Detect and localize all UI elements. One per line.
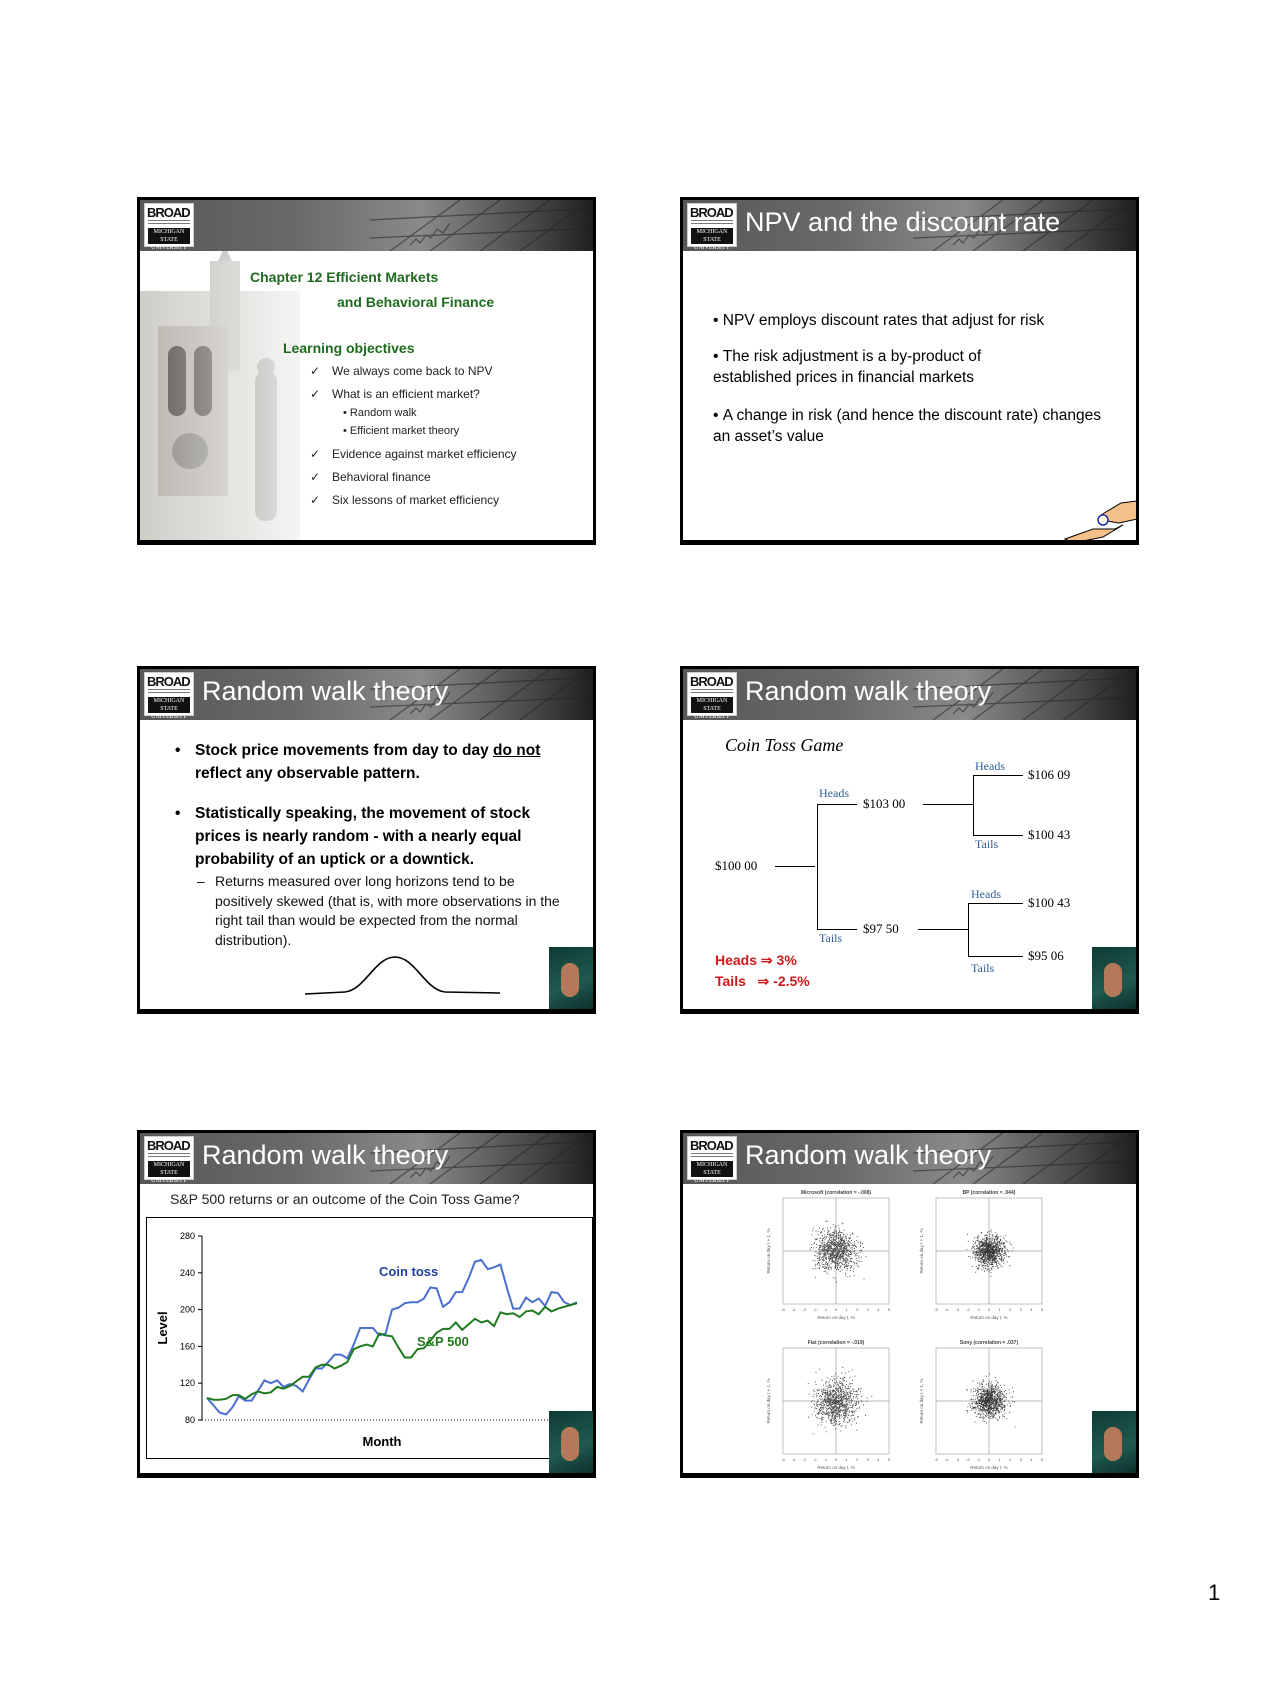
svg-text:2: 2 [856, 1457, 859, 1462]
svg-text:200: 200 [179, 1304, 195, 1315]
svg-text:S&P 500: S&P 500 [417, 1334, 469, 1349]
broad-msu-logo: BROAD MICHIGAN STATE UNIVERSITY [687, 1136, 737, 1180]
slide-npv-discount-rate [680, 197, 1139, 545]
svg-text:Sony (correlation = .037): Sony (correlation = .037) [959, 1340, 1019, 1346]
svg-text:2: 2 [1009, 1457, 1012, 1462]
svg-text:-2: -2 [813, 1457, 817, 1462]
slide-header [683, 1133, 1136, 1184]
hand-photo-decoration-icon [549, 947, 593, 1009]
slide-title: Random walk theory [202, 1140, 449, 1170]
slide-title: NPV and the discount rate [745, 207, 1061, 237]
chapter-heading-line2: and Behavioral Finance [337, 294, 495, 310]
chart-question: S&P 500 returns or an outcome of the Coin Toss Game? [170, 1191, 520, 1207]
svg-text:Return on day t, %: Return on day t, % [970, 1465, 1008, 1470]
th-value: $100 43 [1028, 895, 1071, 910]
svg-text:Level: Level [155, 1311, 170, 1345]
svg-text:Return on day t + 1, %: Return on day t + 1, % [919, 1378, 924, 1424]
heads-label: Heads [819, 786, 849, 800]
svg-text:1: 1 [998, 1457, 1001, 1462]
svg-text:280: 280 [179, 1231, 195, 1241]
line-chart [146, 1217, 593, 1459]
heads-label: Heads [971, 887, 1001, 901]
svg-text:0: 0 [834, 1457, 838, 1462]
svg-text:4: 4 [1030, 1457, 1033, 1462]
svg-text:0: 0 [987, 1307, 991, 1312]
level1-heads-value: $103 00 [863, 796, 906, 811]
broad-msu-logo: BROAD MICHIGAN STATE UNIVERSITY [144, 1136, 194, 1180]
level1-tails-value: $97 50 [863, 921, 899, 936]
svg-text:4: 4 [877, 1457, 880, 1462]
objective-subitem: • Efficient market theory [343, 425, 460, 437]
svg-text:Fiat (correlation = -.019): Fiat (correlation = -.019) [807, 1340, 865, 1346]
svg-text:1: 1 [845, 1457, 848, 1462]
start-value: $100 00 [715, 858, 758, 873]
svg-text:-3: -3 [802, 1457, 806, 1462]
bullet-item: • The risk adjustment is a by-product of established prices in financial markets [713, 348, 982, 386]
broad-msu-logo: BROAD MICHIGAN STATE UNIVERSITY [144, 672, 194, 716]
svg-text:0: 0 [834, 1307, 838, 1312]
slide-return-scatterplots [680, 1130, 1139, 1478]
objective-subitem: • Random walk [343, 407, 417, 419]
svg-text:1: 1 [845, 1307, 848, 1312]
objective-item: ✓ We always come back to NPV [310, 364, 493, 378]
svg-text:-1: -1 [823, 1457, 828, 1462]
tails-label: Tails [971, 961, 995, 975]
bullet-marker: • [175, 742, 181, 759]
svg-text:2: 2 [856, 1307, 859, 1312]
slide-coin-toss-game [680, 666, 1139, 1014]
svg-text:3: 3 [866, 1457, 869, 1462]
svg-text:-1: -1 [976, 1457, 981, 1462]
scatter-panel [911, 1338, 1061, 1478]
svg-text:-3: -3 [955, 1457, 959, 1462]
slide-random-walk-text [137, 666, 596, 1014]
svg-text:-3: -3 [802, 1307, 806, 1312]
svg-text:Microsoft (correlation = -.008: Microsoft (correlation = -.008) [800, 1190, 872, 1196]
sub-bullet-item: Returns measured over long horizons tend to be positively skewed (that is, with more observations in the right tail than would be expected from the normal distribution). [215, 873, 560, 948]
svg-text:BP (correlation = .044): BP (correlation = .044) [962, 1190, 1016, 1196]
svg-text:-3: -3 [955, 1307, 959, 1312]
svg-text:3: 3 [1019, 1307, 1022, 1312]
svg-text:5: 5 [887, 1307, 891, 1312]
slide-header [140, 1133, 593, 1184]
svg-text:160: 160 [179, 1341, 195, 1352]
tails-return-rule: Tails ⇒ -2.5% [715, 973, 810, 989]
svg-text:1: 1 [998, 1307, 1001, 1312]
broad-msu-logo: BROAD MICHIGAN STATE UNIVERSITY [687, 672, 737, 716]
svg-text:-5: -5 [781, 1457, 785, 1462]
bullet-item: • NPV employs discount rates that adjust for risk [713, 312, 1045, 329]
svg-text:4: 4 [1030, 1307, 1033, 1312]
slide-header [683, 200, 1136, 251]
svg-text:240: 240 [179, 1267, 195, 1278]
slide-title: Random walk theory [202, 676, 449, 706]
svg-text:-5: -5 [934, 1457, 938, 1462]
slide-header [140, 669, 593, 720]
svg-text:2: 2 [1009, 1307, 1012, 1312]
svg-text:3: 3 [1019, 1457, 1022, 1462]
svg-text:120: 120 [179, 1378, 195, 1389]
slide-sp500-vs-coin-toss [137, 1130, 596, 1478]
objective-item: ✓ What is an efficient market? [310, 387, 480, 401]
svg-text:Month: Month [362, 1434, 402, 1449]
page-number: 1 [1208, 1580, 1221, 1605]
svg-text:-1: -1 [976, 1307, 981, 1312]
hand-photo-decoration-icon [549, 1411, 593, 1473]
scatter-panel [758, 1188, 908, 1328]
tt-value: $95 06 [1028, 948, 1064, 963]
slide-header [140, 200, 593, 251]
svg-text:0: 0 [987, 1457, 991, 1462]
tails-label: Tails [819, 931, 843, 945]
tails-label: Tails [975, 837, 999, 851]
svg-text:-2: -2 [966, 1307, 970, 1312]
svg-text:-2: -2 [813, 1307, 817, 1312]
hand-photo-decoration-icon [1092, 1411, 1136, 1473]
slide-title: Random walk theory [745, 676, 992, 706]
coin-handoff-hands-icon [1063, 495, 1139, 543]
svg-text:80: 80 [184, 1415, 195, 1425]
svg-text:Return on day t, %: Return on day t, % [817, 1315, 855, 1320]
broad-msu-logo: BROAD MICHIGAN STATE UNIVERSITY [687, 203, 737, 247]
svg-text:5: 5 [887, 1457, 891, 1462]
svg-text:Return on day t, %: Return on day t, % [817, 1465, 855, 1470]
svg-text:4: 4 [877, 1307, 880, 1312]
bullet-item: Statistically speaking, the movement of stock prices is nearly random - with a nearly equal probability of an uptick or a downtick. [195, 805, 531, 868]
svg-text:-5: -5 [781, 1307, 785, 1312]
chapter-heading-line1: Chapter 12 Efficient Markets [250, 269, 439, 285]
svg-text:-4: -4 [791, 1457, 796, 1462]
learning-objectives-heading: Learning objectives [283, 340, 415, 356]
bullet-marker: • [175, 805, 181, 822]
heads-return-rule: Heads ⇒ 3% [715, 952, 797, 968]
svg-text:Return on day t + 1, %: Return on day t + 1, % [766, 1378, 771, 1424]
objective-item: ✓ Evidence against market efficiency [310, 447, 517, 461]
hh-value: $106 09 [1028, 767, 1071, 782]
objective-item: ✓ Behavioral finance [310, 470, 431, 484]
normal-distribution-curve-icon [305, 954, 505, 999]
svg-text:5: 5 [1040, 1457, 1044, 1462]
svg-text:Return on day t, %: Return on day t, % [970, 1315, 1008, 1320]
svg-text:Coin toss: Coin toss [379, 1264, 439, 1279]
svg-text:-4: -4 [944, 1457, 949, 1462]
svg-text:-2: -2 [966, 1457, 970, 1462]
bullet-item: Stock price movements from day to day do not reflect any observable pattern. [195, 742, 541, 782]
stock-grid-decoration-icon [370, 200, 593, 251]
sub-bullet-dash: – [197, 873, 205, 889]
slide-title: Random walk theory [745, 1140, 992, 1170]
slide-header [683, 669, 1136, 720]
bullet-item: • A change in risk (and hence the discount rate) changes an asset’s value [713, 407, 1102, 445]
svg-text:Return on day t + 1, %: Return on day t + 1, % [919, 1228, 924, 1274]
scatter-panel [911, 1188, 1061, 1328]
svg-text:Return on day t + 1, %: Return on day t + 1, % [766, 1228, 771, 1274]
slide-chapter-title [137, 197, 596, 545]
line-chart-plot [147, 1218, 592, 1458]
hand-photo-decoration-icon [1092, 947, 1136, 1009]
svg-text:-1: -1 [823, 1307, 828, 1312]
heads-label: Heads [975, 759, 1005, 773]
coin-toss-game-title: Coin Toss Game [725, 735, 844, 755]
svg-text:5: 5 [1040, 1307, 1044, 1312]
broad-msu-logo: BROAD MICHIGAN STATE UNIVERSITY [144, 203, 194, 247]
svg-text:-5: -5 [934, 1307, 938, 1312]
objective-item: ✓ Six lessons of market efficiency [310, 493, 500, 507]
scatter-panel [758, 1338, 908, 1478]
svg-text:3: 3 [866, 1307, 869, 1312]
svg-text:-4: -4 [791, 1307, 796, 1312]
svg-text:-4: -4 [944, 1307, 949, 1312]
ht-value: $100 43 [1028, 827, 1071, 842]
